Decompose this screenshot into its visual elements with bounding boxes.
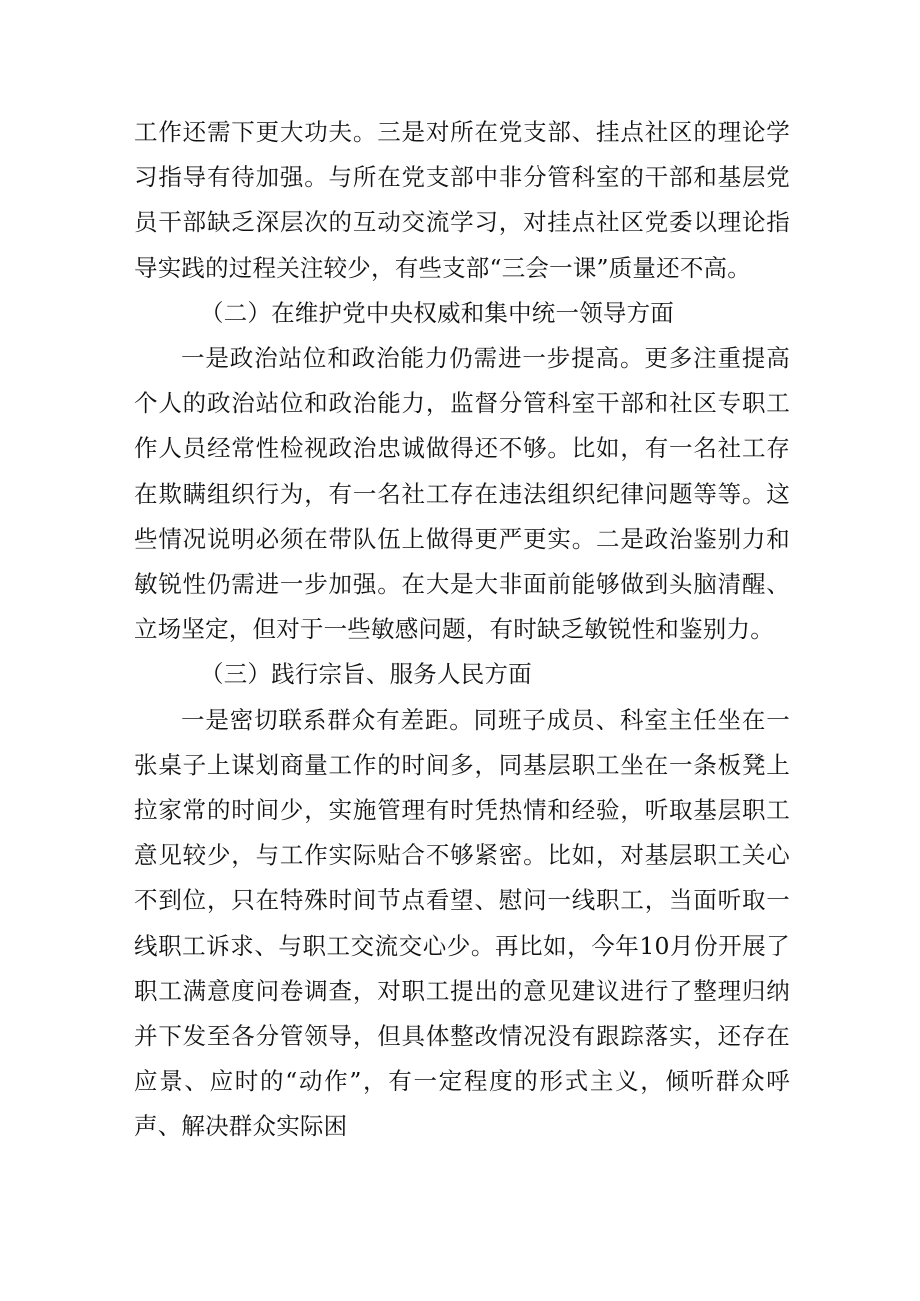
body-paragraph-3: 一是密切联系群众有差距。同班子成员、科室主任坐在一张桌子上谋划商量工作的时间多，同基层职工坐在一条板凳上拉家常的时间少，实施管理有时凭热情和经验，听取基层职工意见较少，与工作实际贴合不够紧密。比如，对基层职工关心不到位，只在特殊时间节点看望、慰问一线职工，当面听取一线职工诉求、与职工交流交心少。再比如，今年10月份开展了职工满意度问卷调查，对职工提出的意见建议进行了整理归纳并下发至各分管领导，但具体整改情况没有跟踪落实，还存在应景、应时的“动作”，有一定程度的形式主义，倾听群众呼声、解决群众实际困 bbox=[134, 705, 790, 1141]
section-heading-2: （二）在维护党中央权威和集中统一领导方面 bbox=[200, 298, 674, 327]
body-paragraph-2: 一是政治站位和政治能力仍需进一步提高。更多注重提高个人的政治站位和政治能力，监督分管科室干部和社区专职工作人员经常性检视政治忠诚做得还不够。比如，有一名社工存在欺瞒组织行为，有一名社工存在违法组织纪律问题等等。这些情况说明必须在带队伍上做得更严更实。二是政治鉴别力和敏锐性仍需进一步加强。在大是大非面前能够做到头脑清醒、立场坚定，但对于一些敏感问题，有时缺乏敏锐性和鉴别力。 bbox=[134, 344, 790, 644]
section-heading-3: （三）践行宗旨、服务人民方面 bbox=[200, 660, 532, 689]
body-paragraph-1: 工作还需下更大功夫。三是对所在党支部、挂点社区的理论学习指导有待加强。与所在党支部中非分管科室的干部和基层党员干部缺乏深层次的互动交流学习，对挂点社区党委以理论指导实践的过程关注较少，有些支部“三会一课”质量还不高。 bbox=[134, 118, 790, 282]
document-body bbox=[134, 110, 790, 1150]
